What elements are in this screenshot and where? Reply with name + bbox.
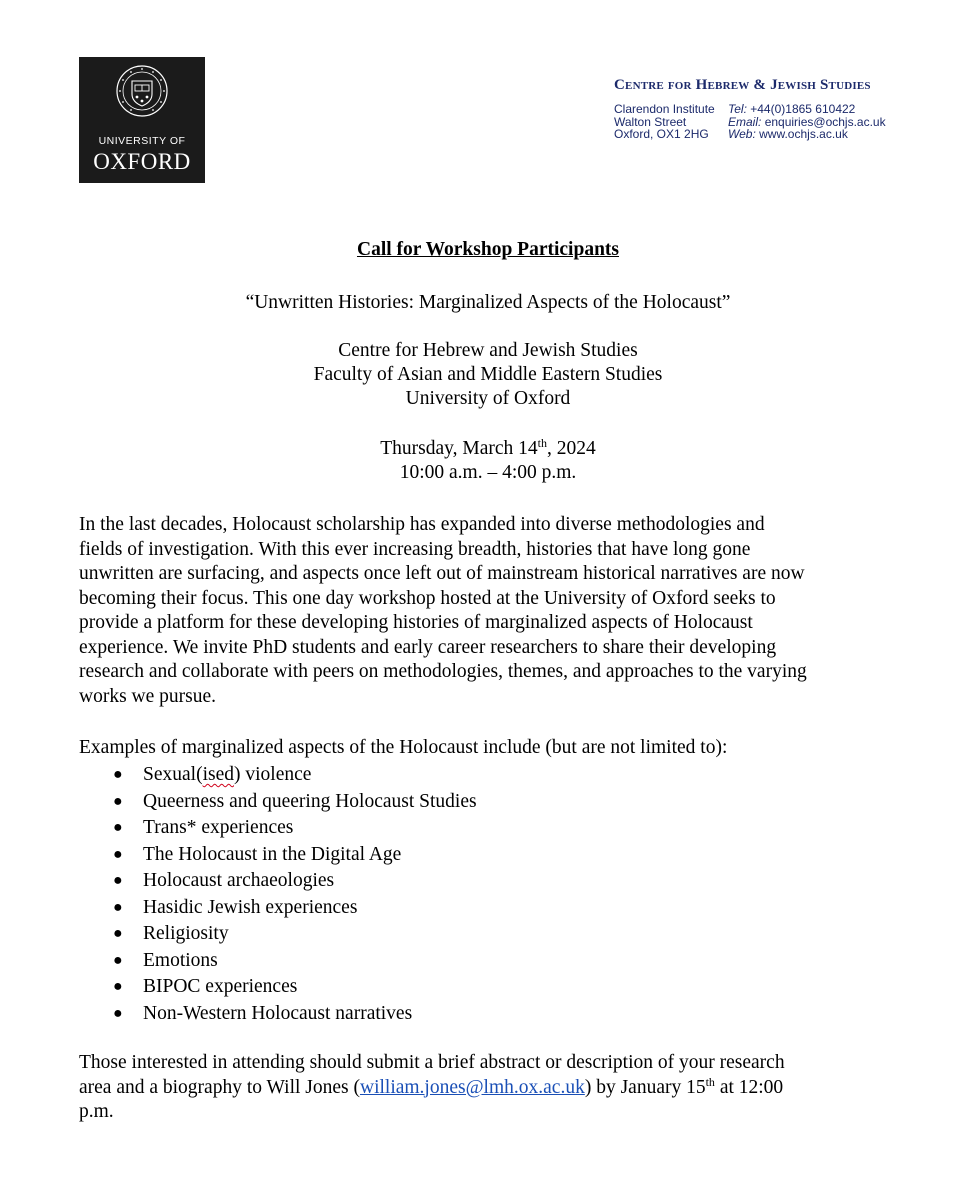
paragraph-line: works we pursue.	[79, 685, 217, 707]
institution-line: Centre for Hebrew and Jewish Studies	[338, 340, 638, 361]
contact-email-link[interactable]: william.jones@lmh.ox.ac.uk	[359, 1076, 585, 1098]
list-item-text: Non-Western Holocaust narratives	[143, 1002, 413, 1024]
list-item	[79, 974, 477, 1001]
bullet-icon: ●	[113, 766, 123, 783]
event-date-year: , 2024	[547, 438, 596, 459]
intro-paragraph	[79, 513, 899, 709]
bullet-icon: ●	[113, 978, 123, 995]
closing-text: at 12:00	[714, 1076, 784, 1098]
bullet-icon: ●	[113, 845, 123, 863]
bullet-icon: ●	[113, 1004, 123, 1022]
contact-value: www.ochjs.ac.uk	[759, 127, 848, 141]
contact-web	[728, 128, 886, 141]
list-item	[79, 921, 477, 948]
centre-letterhead	[614, 77, 904, 141]
list-item	[79, 842, 477, 869]
paragraph-line: Those interested in attending should submit a brief abstract or description of your research	[79, 1052, 785, 1073]
list-item-text: The Holocaust in the Digital Age	[143, 843, 402, 865]
event-time: 10:00 a.m. – 4:00 p.m.	[399, 462, 577, 483]
list-item-text: Queerness and queering Holocaust Studies	[143, 790, 477, 812]
list-item-text: BIPOC experiences	[143, 976, 298, 997]
list-item-text: Religiosity	[143, 923, 229, 944]
university-of-oxford-logo	[79, 57, 205, 183]
list-item-text: Trans* experiences	[143, 817, 294, 838]
contact-value: enquiries@ochjs.ac.uk	[764, 114, 886, 129]
institution-line: University of Oxford	[405, 388, 571, 409]
event-date-ordinal: th	[537, 436, 547, 450]
contact-block	[728, 103, 886, 141]
bullet-icon: ●	[113, 898, 123, 916]
paragraph-line: becoming their focus. This one day workshop hosted at the University of Oxford seeks to	[79, 587, 776, 609]
bullet-icon: ●	[113, 951, 123, 969]
workshop-title: “Unwritten Histories: Marginalized Aspects of the Holocaust”	[245, 292, 731, 313]
list-item	[79, 815, 477, 842]
deadline-ordinal: th	[705, 1074, 715, 1089]
bullet-icon: ●	[113, 925, 123, 942]
list-item	[79, 868, 477, 895]
paragraph-line: provide a platform for these developing histories of marginalized aspects of Holocaust	[79, 612, 753, 633]
paragraph-line: research and collaborate with peers on methodologies, themes, and approaches to the varying	[79, 661, 807, 682]
list-item	[79, 895, 477, 922]
event-date-text: Thursday, March 14	[380, 438, 538, 459]
list-item	[79, 762, 477, 789]
logo-text-university-of: UNIVERSITY OF	[98, 135, 186, 147]
address-line: Walton Street	[614, 114, 687, 129]
institution-block	[0, 339, 976, 411]
list-item	[79, 948, 477, 975]
institution-line: Faculty of Asian and Middle Eastern Studies	[313, 364, 663, 385]
event-date	[0, 437, 976, 461]
contact-label: Email:	[728, 114, 762, 129]
event-date-block	[0, 437, 976, 485]
spellcheck-flagged-text: ised	[202, 764, 234, 785]
centre-name: Centre for Hebrew & Jewish Studies	[614, 77, 871, 93]
address-block	[614, 103, 715, 141]
list-item-text: Holocaust archaeologies	[143, 870, 335, 891]
list-item-text: Hasidic Jewish experiences	[143, 896, 358, 918]
address-line: Oxford, OX1 2HG	[614, 127, 709, 141]
list-item	[79, 1001, 477, 1028]
list-item-text: Sexual(	[143, 764, 203, 785]
paragraph-line: In the last decades, Holocaust scholarship has expanded into diverse methodologies and	[79, 514, 765, 535]
contact-label: Tel:	[728, 102, 747, 116]
bullet-icon: ●	[113, 872, 123, 889]
document-heading: Call for Workshop Participants	[356, 239, 619, 260]
logo-text-oxford: OXFORD	[93, 149, 191, 174]
list-item-text: ) violence	[234, 764, 312, 785]
address-line: Clarendon Institute	[614, 102, 715, 116]
bullet-icon: ●	[113, 792, 123, 810]
paragraph-line: fields of investigation. With this ever increasing breadth, histories that have long gone	[79, 538, 751, 560]
examples-list	[79, 762, 477, 1027]
contact-label: Web:	[728, 127, 756, 141]
closing-text: ) by January 15	[584, 1076, 706, 1098]
examples-intro: Examples of marginalized aspects of the Holocaust include (but are not limited to):	[79, 737, 728, 758]
bullet-icon: ●	[113, 819, 123, 836]
paragraph-line: unwritten are surfacing, and aspects once left out of mainstream historical narratives are now	[79, 563, 805, 584]
paragraph-line: p.m.	[79, 1101, 114, 1122]
list-item-text: Emotions	[143, 949, 218, 971]
list-item	[79, 789, 477, 816]
closing-paragraph	[79, 1051, 899, 1125]
contact-value: +44(0)1865 610422	[750, 102, 856, 116]
paragraph-line	[79, 1076, 899, 1101]
paragraph-line: experience. We invite PhD students and early career researchers to share their developing	[79, 636, 777, 658]
closing-text: area and a biography to Will Jones (	[79, 1076, 360, 1098]
